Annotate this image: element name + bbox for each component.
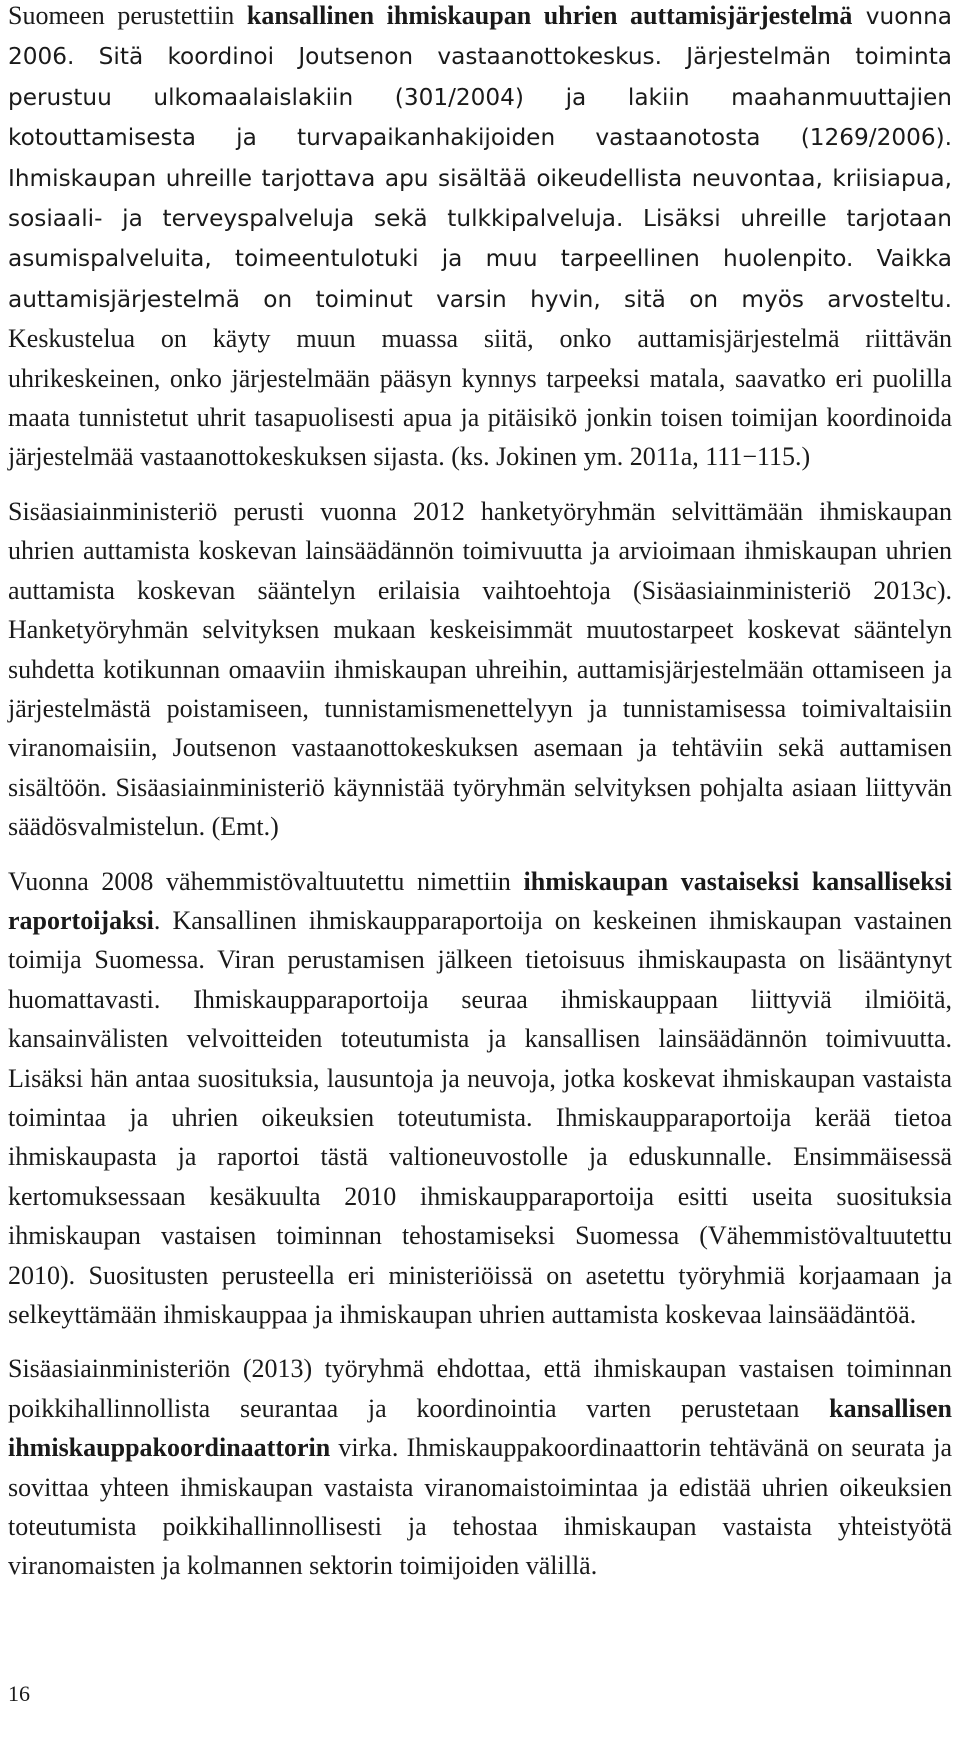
p3-bold-term: ihmiskaupan vastaiseksi kansalliseksi raportoijaksi [8,866,953,935]
p2-text: Sisäasiainministeriö perusti vuonna 2012 hanketyöryhmän selvittämään ihmiskaupan uhrien auttamista koskevan lainsäädännön toimivuutta ja arvioimaan ihmiskaupan uhrien auttamista koskevan sääntelyn erilaisia vaihtoehtoja (Sisäasiainministeriö 2013c). Hanketyöryhmän selvityksen mukaan keskeisimmät muutostarpeet koskevat sääntelyn suhdetta kotikunnan omaaviin ihmiskaupan uhreihin, auttamisjärjestelmään ottamiseen ja järjestelmästä poistamiseen, tunnistamismenettelyyn ja tunnistamisessa toimivaltaisiin viranomaisiin, Joutsenon vastaanottokeskuksen asemaan ja tehtäviin sekä auttamisen sisältöön. Sisäasiainministeriö käynnistää työryhmän selvityksen pohjalta asiaan liittyvän säädösvalmistelun. (Emt.) [8,496,952,842]
p1-text-intro: Suomeen perustettiin [8,1,247,30]
paragraph-2 [8,492,952,847]
p4-text-body: virka. Ihmiskauppakoordinaattorin tehtävänä on seurata ja sovittaa yhteen ihmiskaupan vastaista viranomaistoimintaa ja edistää uhrien oikeuksien toteutumista poikkihallinnollisesti ja tehostaa ihmiskaupan vastaista yhteistyötä viranomaisten ja kolmannen sektorin toimijoiden välillä. [8,1433,952,1581]
p4-text-intro: Sisäasiainministeriön (2013) työryhmä ehdottaa, että ihmiskaupan vastaisen toiminnan poikkihallinnollista seurantaa ja koordinointia varten perustetaan [8,1354,952,1423]
p1-text-legal: vuonna 2006. Sitä koordinoi Joutsenon vastaanottokeskus. Järjestelmän toiminta perustuu ulkomaalaislakiin (301/2004) ja lakiin maahanmuuttajien kotouttamisesta ja turvapaikanhakijoiden vastaanotosta (1269/2006). [8,3,953,152]
paragraph-1 [8,0,952,477]
p1-bold-term: kansallinen ihmiskaupan uhrien auttamisjärjestelmä [246,1,853,30]
page-number: 16 [8,1681,30,1706]
p4-bold-term: kansallisen ihmiskauppakoordinaattorin [8,1393,952,1463]
p3-text-intro: Vuonna 2008 vähemmistövaltuutettu nimettiin [8,866,524,896]
p1-text-discussion: Keskustelua on käyty muun muassa siitä, onko auttamisjärjestelmä riittävän uhrikeskeinen, onko järjestelmään pääsyn kynnys tarpeeksi matala, saavatko eri puolilla maata tunnistetut uhrit tasapuolisesti apua ja pitäisikö jonkin toisen toimijan koordinoida järjestelmää vastaanottokeskuksen sijasta. (ks. Jokinen ym. 2011a, 111−115.) [8,324,952,472]
p1-text-services: Ihmiskaupan uhreille tarjottava apu sisältää oikeudellista neuvontaa, kriisiapua, sosiaali- ja terveyspalveluja sekä tulkkipalveluja. Lisäksi uhreille tarjotaan asumispalveluita, toimeentulotuki ja muu tarpeellinen huolenpito. Vaikka auttamisjärjestelmä on toiminut varsin hyvin, sitä on myös arvosteltu. [8,164,952,313]
paragraph-3 [8,862,952,1335]
paragraph-4 [8,1349,952,1585]
document-page [8,0,952,1586]
p3-text-body: . Kansallinen ihmiskaupparaportoija on keskeinen ihmiskaupan vastainen toimija Suomessa. Viran perustamisen jälkeen tietoisuus ihmiskaupasta on lisääntynyt huomattavasti. Ihmiskaupparaportoija seuraa ihmiskauppaan liittyviä ilmiöitä, kansainvälisten velvoitteiden toteutumista ja kansallisen lainsäädännön toimivuutta. Lisäksi hän antaa suosituksia, lausuntoja ja neuvoja, jotka koskevat ihmiskaupan vastaista toimintaa ja uhrien oikeuksien toteutumista. Ihmiskaupparaportoija kerää tietoa ihmiskaupasta ja raportoi tästä valtioneuvostolle ja eduskunnalle. Ensimmäisessä kertomuksessaan kesäkuulta 2010 ihmiskaupparaportoija esitti useita suosituksia ihmiskaupan vastaisen toiminnan tehostamiseksi Suomessa (Vähemmistövaltuutettu 2010). Suositusten perusteella eri ministeriöissä on asetettu työryhmiä korjaamaan ja selkeyttämään ihmiskauppaa ja ihmiskaupan uhrien auttamista koskevaa lainsäädäntöä. [8,905,952,1329]
